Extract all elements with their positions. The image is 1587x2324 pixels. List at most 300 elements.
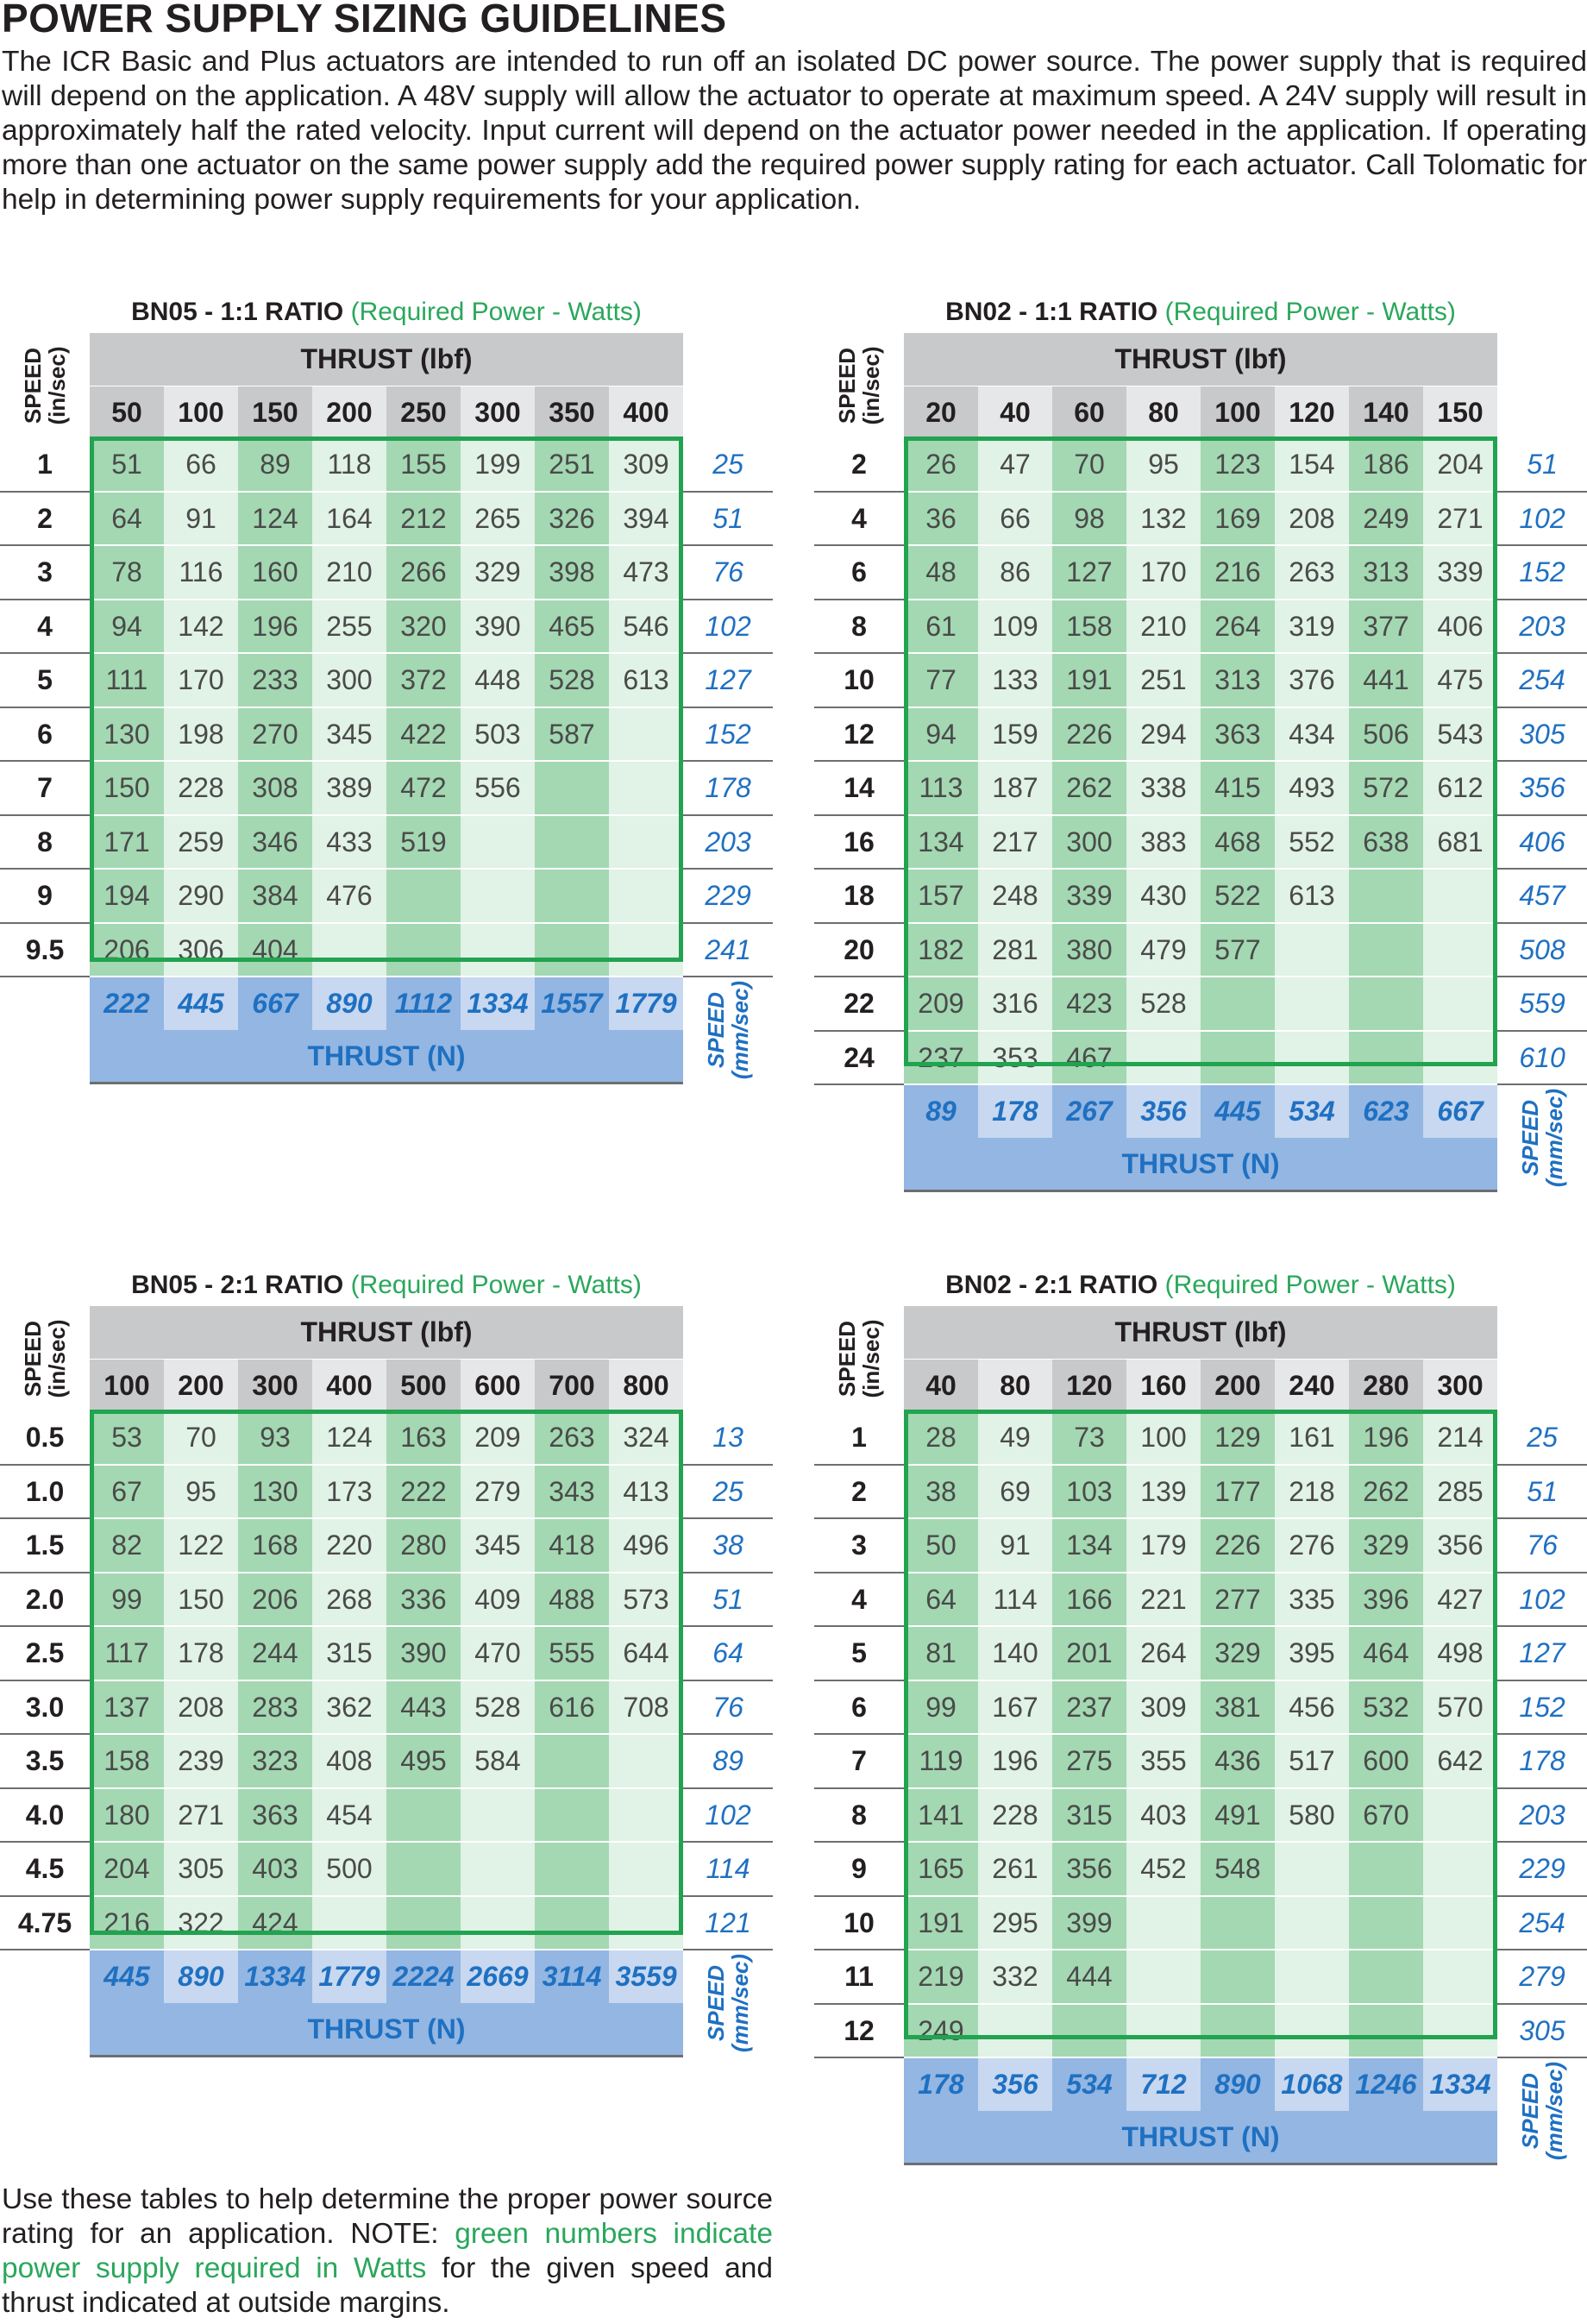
thrust-lbf-value: 600 bbox=[461, 1359, 535, 1411]
power-value: 322 bbox=[164, 1896, 238, 1950]
spacer-cell bbox=[1497, 386, 1587, 438]
power-value: 94 bbox=[90, 600, 164, 654]
power-value: 300 bbox=[1052, 815, 1126, 870]
power-value: 82 bbox=[90, 1518, 164, 1573]
speed-in-value: 3.0 bbox=[0, 1680, 90, 1735]
power-value: 345 bbox=[461, 1518, 535, 1573]
speed-in-value: 12 bbox=[814, 2004, 904, 2058]
power-value: 163 bbox=[386, 1411, 461, 1465]
table-row bbox=[814, 1734, 1587, 1788]
power-value: 237 bbox=[1052, 1680, 1126, 1735]
page-title: POWER SUPPLY SIZING GUIDELINES bbox=[2, 0, 727, 41]
power-value bbox=[1349, 977, 1423, 1031]
power-value: 380 bbox=[1052, 923, 1126, 977]
thrust-n-title-row bbox=[0, 1030, 773, 1083]
power-value: 555 bbox=[535, 1626, 609, 1680]
speed-in-value: 16 bbox=[814, 815, 904, 870]
power-value: 395 bbox=[1275, 1626, 1349, 1680]
thrust-n-value: 2224 bbox=[386, 1950, 461, 2003]
power-value: 389 bbox=[312, 761, 386, 815]
power-value: 134 bbox=[1052, 1518, 1126, 1573]
table-title bbox=[904, 1268, 1497, 1303]
power-value bbox=[535, 761, 609, 815]
power-value: 198 bbox=[164, 707, 238, 762]
speed-mm-value: 102 bbox=[1497, 492, 1587, 546]
thrust-n-value: 890 bbox=[1201, 2057, 1275, 2111]
table-row bbox=[0, 1465, 773, 1519]
power-value: 133 bbox=[978, 653, 1052, 707]
power-value: 522 bbox=[1201, 869, 1275, 923]
speed-in-value: 2.5 bbox=[0, 1626, 90, 1680]
speed-mm-value: 51 bbox=[1497, 438, 1587, 492]
speed-mm-value: 76 bbox=[1497, 1518, 1587, 1573]
table-row bbox=[814, 2004, 1587, 2058]
power-value: 191 bbox=[1052, 653, 1126, 707]
power-value: 196 bbox=[1349, 1411, 1423, 1465]
power-value bbox=[609, 707, 683, 762]
table-row bbox=[0, 1734, 773, 1788]
power-value: 99 bbox=[90, 1573, 164, 1627]
speed-in-label bbox=[814, 333, 904, 438]
speed-mm-value: 102 bbox=[683, 1788, 773, 1843]
speed-in-label bbox=[0, 333, 90, 438]
speed-in-value: 1 bbox=[0, 438, 90, 492]
power-value bbox=[535, 1842, 609, 1896]
speed-in-value: 24 bbox=[814, 1031, 904, 1085]
thrust-lbf-value: 160 bbox=[1126, 1359, 1201, 1411]
spacer-cell bbox=[0, 1950, 90, 2003]
power-value: 119 bbox=[904, 1734, 978, 1788]
power-value: 316 bbox=[978, 977, 1052, 1031]
power-value: 415 bbox=[1201, 761, 1275, 815]
speed-mm-value: 305 bbox=[1497, 2004, 1587, 2058]
power-value: 168 bbox=[238, 1518, 312, 1573]
table-row bbox=[814, 1626, 1587, 1680]
power-value: 177 bbox=[1201, 1465, 1275, 1519]
power-value: 127 bbox=[1052, 545, 1126, 600]
power-value: 94 bbox=[904, 707, 978, 762]
power-value: 356 bbox=[1052, 1842, 1126, 1896]
thrust-n-value: 667 bbox=[1423, 1084, 1497, 1138]
thrust-lbf-value: 200 bbox=[1201, 1359, 1275, 1411]
thrust-lbf-value: 300 bbox=[461, 386, 535, 438]
speed-mm-value: 127 bbox=[683, 653, 773, 707]
power-value: 467 bbox=[1052, 1031, 1126, 1085]
thrust-n-value: 712 bbox=[1126, 2057, 1201, 2111]
speed-in-value: 7 bbox=[814, 1734, 904, 1788]
power-value: 209 bbox=[904, 977, 978, 1031]
thrust-lbf-value: 50 bbox=[90, 386, 164, 438]
thrust-lbf-value: 400 bbox=[609, 386, 683, 438]
speed-in-value: 2 bbox=[814, 1465, 904, 1519]
power-value: 251 bbox=[535, 438, 609, 492]
speed-mm-label-line2: (mm/sec) bbox=[1541, 2062, 1568, 2161]
power-value: 377 bbox=[1349, 600, 1423, 654]
power-value: 180 bbox=[90, 1788, 164, 1843]
thrust-lbf-value: 60 bbox=[1052, 386, 1126, 438]
speed-mm-label-line1: SPEED bbox=[1517, 1100, 1544, 1177]
power-value: 264 bbox=[1126, 1626, 1201, 1680]
thrust-n-value: 89 bbox=[904, 1084, 978, 1138]
power-value: 113 bbox=[904, 761, 978, 815]
power-value bbox=[386, 1896, 461, 1950]
power-value: 517 bbox=[1275, 1734, 1349, 1788]
power-value: 577 bbox=[1201, 923, 1275, 977]
thrust-n-header: THRUST (N) bbox=[90, 1030, 683, 1083]
power-value: 383 bbox=[1126, 815, 1201, 870]
power-value: 616 bbox=[535, 1680, 609, 1735]
power-value: 103 bbox=[1052, 1465, 1126, 1519]
power-value: 158 bbox=[1052, 600, 1126, 654]
thrust-lbf-value: 350 bbox=[535, 386, 609, 438]
table-row bbox=[814, 1031, 1587, 1085]
table-row bbox=[0, 1896, 773, 1950]
thrust-n-value: 445 bbox=[164, 977, 238, 1030]
power-value: 403 bbox=[1126, 1788, 1201, 1843]
power-value: 573 bbox=[609, 1573, 683, 1627]
power-value bbox=[1201, 2004, 1275, 2058]
header-row bbox=[814, 1306, 1587, 1359]
power-value: 28 bbox=[904, 1411, 978, 1465]
power-value: 73 bbox=[1052, 1411, 1126, 1465]
speed-in-value: 18 bbox=[814, 869, 904, 923]
power-value bbox=[1349, 1031, 1423, 1085]
speed-in-value: 3.5 bbox=[0, 1734, 90, 1788]
spacer-cell bbox=[1497, 1306, 1587, 1359]
speed-mm-value: 102 bbox=[683, 600, 773, 654]
power-value: 226 bbox=[1201, 1518, 1275, 1573]
thrust-lbf-row bbox=[814, 1359, 1587, 1411]
speed-in-label-line1: SPEED bbox=[834, 1320, 860, 1398]
speed-mm-value: 406 bbox=[1497, 815, 1587, 870]
thrust-lbf-value: 80 bbox=[1126, 386, 1201, 438]
power-value: 49 bbox=[978, 1411, 1052, 1465]
power-value: 164 bbox=[312, 492, 386, 546]
table-row bbox=[814, 1842, 1587, 1896]
power-value: 506 bbox=[1349, 707, 1423, 762]
power-value: 277 bbox=[1201, 1573, 1275, 1627]
power-value: 493 bbox=[1275, 761, 1349, 815]
power-value: 290 bbox=[164, 869, 238, 923]
power-value: 228 bbox=[978, 1788, 1052, 1843]
spacer-cell bbox=[683, 1359, 773, 1411]
power-value: 584 bbox=[461, 1734, 535, 1788]
power-value: 154 bbox=[1275, 438, 1349, 492]
power-table bbox=[814, 1306, 1587, 2165]
speed-in-label-line2: (in/sec) bbox=[44, 346, 70, 425]
thrust-n-value: 445 bbox=[90, 1950, 164, 2003]
table-subtitle: (Required Power - Watts) bbox=[350, 298, 642, 326]
power-value: 399 bbox=[1052, 1896, 1126, 1950]
thrust-lbf-value: 20 bbox=[904, 386, 978, 438]
speed-mm-value: 114 bbox=[683, 1842, 773, 1896]
table-row bbox=[0, 1788, 773, 1843]
power-value: 259 bbox=[164, 815, 238, 870]
power-value: 186 bbox=[1349, 438, 1423, 492]
power-value: 543 bbox=[1423, 707, 1497, 762]
speed-mm-label bbox=[1497, 2057, 1587, 2164]
thrust-lbf-value: 200 bbox=[312, 386, 386, 438]
power-value bbox=[1349, 923, 1423, 977]
power-value: 427 bbox=[1423, 1573, 1497, 1627]
power-value: 93 bbox=[238, 1411, 312, 1465]
speed-mm-value: 152 bbox=[1497, 545, 1587, 600]
table-row bbox=[814, 923, 1587, 977]
power-value: 433 bbox=[312, 815, 386, 870]
power-value: 279 bbox=[461, 1465, 535, 1519]
table-row bbox=[814, 600, 1587, 654]
power-value: 491 bbox=[1201, 1788, 1275, 1843]
thrust-lbf-value: 200 bbox=[164, 1359, 238, 1411]
intro-paragraph: The ICR Basic and Plus actuators are intended to run off an isolated DC power source. The power supply that is required will depend on the application. A 48V supply will allow the actuator to operate at maximum speed. A 24V supply will result in approximately half the rated velocity. Input current will depend on the actuator power needed in the application. If operating more than one actuator on the same power supply add the required power supply rating for each actuator. Call Tolomatic for help in determining power supply requirements for your application. bbox=[2, 46, 1587, 216]
power-value bbox=[609, 869, 683, 923]
power-value: 372 bbox=[386, 653, 461, 707]
power-value: 199 bbox=[461, 438, 535, 492]
thrust-n-value: 1779 bbox=[609, 977, 683, 1030]
power-value: 363 bbox=[238, 1788, 312, 1843]
power-value bbox=[535, 869, 609, 923]
power-value: 612 bbox=[1423, 761, 1497, 815]
thrust-n-value: 1557 bbox=[535, 977, 609, 1030]
table-row bbox=[0, 653, 773, 707]
power-value: 67 bbox=[90, 1465, 164, 1519]
power-value: 132 bbox=[1126, 492, 1201, 546]
power-value: 443 bbox=[386, 1680, 461, 1735]
thrust-n-title-row bbox=[814, 1138, 1587, 1191]
power-value bbox=[461, 815, 535, 870]
power-value: 339 bbox=[1052, 869, 1126, 923]
table-row bbox=[814, 869, 1587, 923]
speed-mm-value: 38 bbox=[683, 1518, 773, 1573]
power-value: 233 bbox=[238, 653, 312, 707]
footnote-text-2: for the given speed and thrust indicated at outside margins. bbox=[2, 2252, 773, 2319]
power-value bbox=[461, 1842, 535, 1896]
power-value bbox=[1201, 1031, 1275, 1085]
power-value: 424 bbox=[238, 1896, 312, 1950]
speed-mm-value: 610 bbox=[1497, 1031, 1587, 1085]
power-value: 91 bbox=[164, 492, 238, 546]
power-value: 216 bbox=[90, 1896, 164, 1950]
speed-mm-value: 51 bbox=[683, 492, 773, 546]
power-value: 475 bbox=[1423, 653, 1497, 707]
power-value: 271 bbox=[1423, 492, 1497, 546]
power-value: 262 bbox=[1052, 761, 1126, 815]
table-row bbox=[814, 707, 1587, 762]
thrust-lbf-value: 150 bbox=[1423, 386, 1497, 438]
power-value: 423 bbox=[1052, 977, 1126, 1031]
thrust-n-value: 534 bbox=[1052, 2057, 1126, 2111]
power-value: 329 bbox=[1201, 1626, 1275, 1680]
power-value: 465 bbox=[535, 600, 609, 654]
table-model: BN02 - 1:1 RATIO bbox=[945, 298, 1158, 326]
power-value: 355 bbox=[1126, 1734, 1201, 1788]
power-value: 216 bbox=[1201, 545, 1275, 600]
power-value: 434 bbox=[1275, 707, 1349, 762]
speed-mm-value: 127 bbox=[1497, 1626, 1587, 1680]
power-table bbox=[814, 333, 1587, 1192]
speed-mm-value: 229 bbox=[1497, 1842, 1587, 1896]
power-value bbox=[1126, 2004, 1201, 2058]
speed-in-value: 2.0 bbox=[0, 1573, 90, 1627]
power-value: 283 bbox=[238, 1680, 312, 1735]
spacer-cell bbox=[814, 1084, 904, 1138]
power-value: 48 bbox=[904, 545, 978, 600]
power-value: 613 bbox=[609, 653, 683, 707]
power-value: 141 bbox=[904, 1788, 978, 1843]
power-value: 137 bbox=[90, 1680, 164, 1735]
power-value: 261 bbox=[978, 1842, 1052, 1896]
speed-mm-value: 102 bbox=[1497, 1573, 1587, 1627]
speed-in-value: 20 bbox=[814, 923, 904, 977]
speed-mm-label bbox=[683, 977, 773, 1083]
power-value: 305 bbox=[164, 1842, 238, 1896]
power-value: 214 bbox=[1423, 1411, 1497, 1465]
thrust-n-value: 667 bbox=[238, 977, 312, 1030]
speed-in-value: 5 bbox=[0, 653, 90, 707]
table-row bbox=[814, 1788, 1587, 1843]
power-value: 335 bbox=[1275, 1573, 1349, 1627]
power-value bbox=[461, 923, 535, 977]
table-title bbox=[90, 295, 683, 330]
power-value: 452 bbox=[1126, 1842, 1201, 1896]
power-value: 130 bbox=[90, 707, 164, 762]
power-value: 210 bbox=[312, 545, 386, 600]
power-value: 36 bbox=[904, 492, 978, 546]
power-value: 171 bbox=[90, 815, 164, 870]
power-value: 167 bbox=[978, 1680, 1052, 1735]
thrust-lbf-row bbox=[0, 1359, 773, 1411]
power-table bbox=[0, 1306, 773, 2057]
power-value bbox=[1275, 977, 1349, 1031]
power-value: 111 bbox=[90, 653, 164, 707]
power-value bbox=[1201, 1950, 1275, 2004]
speed-mm-value: 254 bbox=[1497, 1896, 1587, 1950]
power-value: 356 bbox=[1423, 1518, 1497, 1573]
power-value bbox=[1275, 923, 1349, 977]
thrust-n-value: 890 bbox=[312, 977, 386, 1030]
power-value bbox=[1423, 2004, 1497, 2058]
header-row bbox=[0, 333, 773, 386]
power-value: 572 bbox=[1349, 761, 1423, 815]
thrust-n-row bbox=[814, 2057, 1587, 2111]
power-value: 47 bbox=[978, 438, 1052, 492]
power-value: 644 bbox=[609, 1626, 683, 1680]
power-value: 495 bbox=[386, 1734, 461, 1788]
power-value: 276 bbox=[1275, 1518, 1349, 1573]
speed-mm-label-text bbox=[1518, 1089, 1566, 1187]
power-value bbox=[978, 2004, 1052, 2058]
power-value: 444 bbox=[1052, 1950, 1126, 2004]
power-value: 81 bbox=[904, 1626, 978, 1680]
power-value bbox=[1423, 923, 1497, 977]
power-value bbox=[1201, 1896, 1275, 1950]
thrust-n-value: 1068 bbox=[1275, 2057, 1349, 2111]
power-value: 280 bbox=[386, 1518, 461, 1573]
thrust-lbf-value: 140 bbox=[1349, 386, 1423, 438]
table-row bbox=[814, 545, 1587, 600]
table-row bbox=[814, 653, 1587, 707]
power-value: 165 bbox=[904, 1842, 978, 1896]
power-value bbox=[1275, 1031, 1349, 1085]
speed-in-label bbox=[0, 1306, 90, 1411]
power-value bbox=[461, 1788, 535, 1843]
power-value: 408 bbox=[312, 1734, 386, 1788]
power-value bbox=[1349, 1896, 1423, 1950]
thrust-n-value: 356 bbox=[1126, 1084, 1201, 1138]
power-value: 158 bbox=[90, 1734, 164, 1788]
power-value: 295 bbox=[978, 1896, 1052, 1950]
speed-mm-label bbox=[683, 1950, 773, 2057]
power-value: 336 bbox=[386, 1573, 461, 1627]
power-value: 130 bbox=[238, 1465, 312, 1519]
table-row bbox=[0, 492, 773, 546]
speed-in-value: 12 bbox=[814, 707, 904, 762]
speed-mm-value: 25 bbox=[683, 438, 773, 492]
power-value: 309 bbox=[609, 438, 683, 492]
thrust-lbf-row bbox=[0, 386, 773, 438]
power-value: 196 bbox=[238, 600, 312, 654]
thrust-n-value: 890 bbox=[164, 1950, 238, 2003]
power-value bbox=[609, 1788, 683, 1843]
speed-mm-value: 64 bbox=[683, 1626, 773, 1680]
power-value: 275 bbox=[1052, 1734, 1126, 1788]
power-value: 346 bbox=[238, 815, 312, 870]
speed-in-value: 10 bbox=[814, 1896, 904, 1950]
footnote-text-1: Use these tables to help determine the proper power source rating for an application. NOTE: bbox=[2, 2183, 773, 2250]
table-title bbox=[90, 1268, 683, 1303]
power-value: 546 bbox=[609, 600, 683, 654]
power-value: 95 bbox=[164, 1465, 238, 1519]
speed-mm-value: 203 bbox=[1497, 600, 1587, 654]
power-value: 500 bbox=[312, 1842, 386, 1896]
speed-in-value: 2 bbox=[814, 438, 904, 492]
power-value: 670 bbox=[1349, 1788, 1423, 1843]
speed-mm-value: 25 bbox=[683, 1465, 773, 1519]
table-row bbox=[0, 707, 773, 762]
table-title bbox=[904, 295, 1497, 330]
speed-in-value: 10 bbox=[814, 653, 904, 707]
power-value bbox=[535, 1788, 609, 1843]
power-value: 281 bbox=[978, 923, 1052, 977]
power-value: 587 bbox=[535, 707, 609, 762]
power-value bbox=[1423, 977, 1497, 1031]
speed-in-value: 6 bbox=[0, 707, 90, 762]
speed-in-value: 1.0 bbox=[0, 1465, 90, 1519]
speed-mm-value: 121 bbox=[683, 1896, 773, 1950]
power-value: 142 bbox=[164, 600, 238, 654]
power-value: 532 bbox=[1349, 1680, 1423, 1735]
power-value: 206 bbox=[238, 1573, 312, 1627]
thrust-lbf-value: 100 bbox=[90, 1359, 164, 1411]
power-value: 262 bbox=[1349, 1465, 1423, 1519]
power-value bbox=[1423, 1950, 1497, 2004]
power-value: 479 bbox=[1126, 923, 1201, 977]
power-value: 472 bbox=[386, 761, 461, 815]
thrust-n-value: 445 bbox=[1201, 1084, 1275, 1138]
power-value: 430 bbox=[1126, 869, 1201, 923]
power-value: 160 bbox=[238, 545, 312, 600]
power-value bbox=[535, 1734, 609, 1788]
speed-in-value: 4.5 bbox=[0, 1842, 90, 1896]
speed-mm-value: 241 bbox=[683, 923, 773, 977]
power-value: 498 bbox=[1423, 1626, 1497, 1680]
speed-mm-value: 229 bbox=[683, 869, 773, 923]
power-value bbox=[609, 923, 683, 977]
power-value bbox=[1275, 2004, 1349, 2058]
speed-in-value: 8 bbox=[814, 1788, 904, 1843]
speed-in-label-line1: SPEED bbox=[834, 347, 860, 424]
thrust-lbf-value: 280 bbox=[1349, 1359, 1423, 1411]
